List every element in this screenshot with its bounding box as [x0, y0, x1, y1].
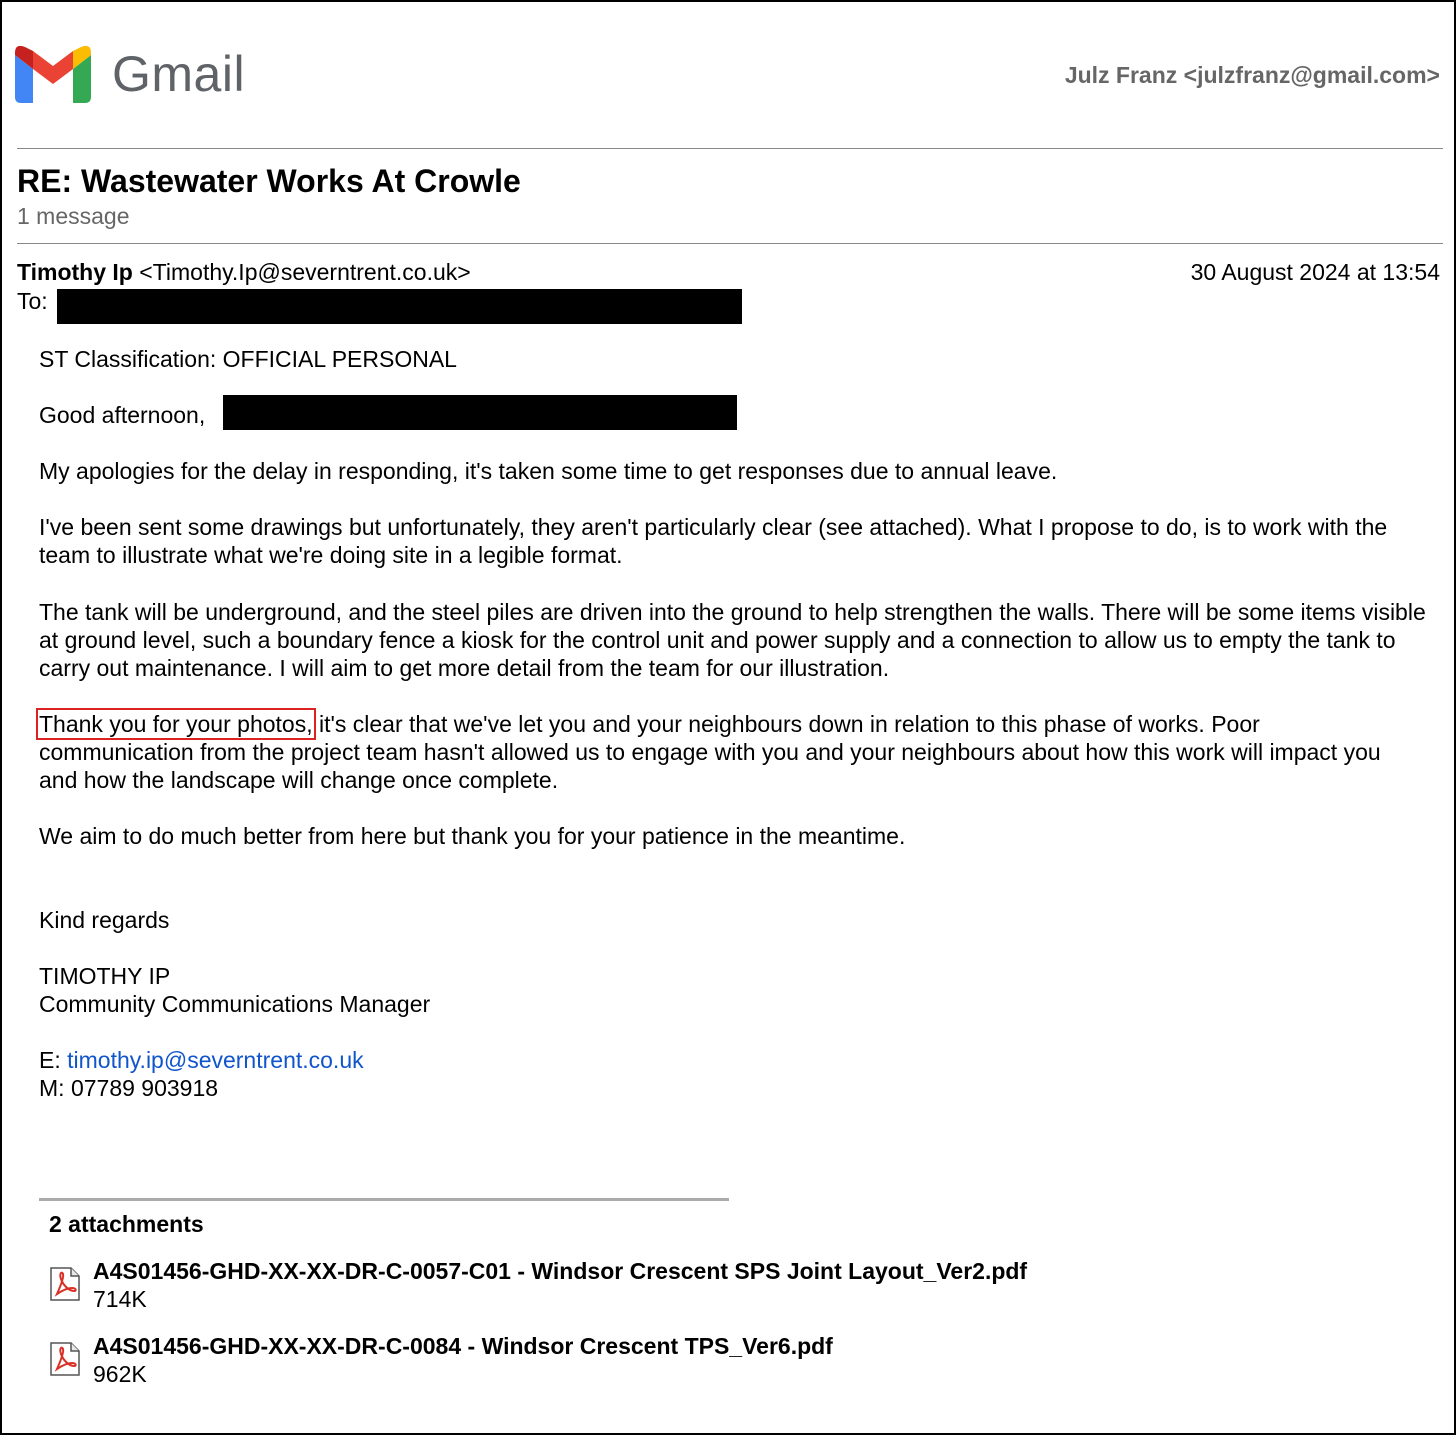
redacted-name [223, 395, 737, 430]
header-divider [17, 148, 1443, 149]
sender-name: Timothy Ip [17, 259, 133, 285]
message-count: 1 message [17, 203, 130, 229]
sender-email: <Timothy.Ip@severntrent.co.uk> [139, 259, 471, 285]
redacted-recipient [57, 289, 742, 324]
attachments-title: 2 attachments [49, 1211, 204, 1237]
email-link[interactable]: timothy.ip@severntrent.co.uk [67, 1047, 364, 1073]
message-date: 30 August 2024 at 13:54 [1190, 259, 1440, 285]
signature-mobile: M: 07789 903918 [39, 1075, 219, 1101]
paragraph-photos-rest: it's clear that we've let you and your neighbours down in relation to this phase of works. Poor communication from the project team hasn't allowed us to engage with you and your neighbours about how this work will impact you and how the landscape will change once complete. [39, 711, 1381, 793]
paragraph-patience: We aim to do much better from here but thank you for your patience in the meantime. [39, 823, 906, 849]
subject-divider [17, 243, 1443, 244]
signature-name: TIMOTHY IP [39, 963, 171, 989]
email-label: E: [39, 1047, 68, 1073]
paragraph-apology: My apologies for the delay in responding, it's taken some time to get responses due to annual leave. [39, 458, 1058, 484]
attachment-item[interactable] [49, 1332, 833, 1388]
to-label: To: [17, 288, 48, 314]
attachment-size: 962K [93, 1361, 147, 1387]
pdf-icon [49, 1267, 81, 1301]
signoff: Kind regards [39, 907, 170, 933]
attachment-item[interactable] [49, 1257, 1027, 1313]
classification-line: ST Classification: OFFICIAL PERSONAL [39, 346, 457, 372]
thread-subject: RE: Wastewater Works At Crowle [17, 163, 521, 199]
highlighted-phrase: Thank you for your photos, [39, 711, 313, 737]
pdf-icon [49, 1342, 81, 1376]
gmail-wordmark: Gmail [112, 46, 246, 102]
attachments-divider [39, 1198, 729, 1201]
greeting: Good afternoon, [39, 402, 206, 428]
account-label: Julz Franz <julzfranz@gmail.com> [1064, 62, 1440, 88]
signature-email [39, 1046, 364, 1074]
sender [17, 259, 471, 286]
paragraph-drawings: I've been sent some drawings but unfortunately, they aren't particularly clear (see attached). What I propose to do, is to work with the team to illustrate what we're doing site in a legible format. [39, 514, 1388, 568]
signature-title: Community Communications Manager [39, 991, 431, 1017]
paragraph-tank: The tank will be underground, and the steel piles are driven into the ground to help strengthen the walls. There will be some items visible at ground level, such a boundary fence a kiosk for the control unit and power supply and a connection to allow us to empty the tank to carry out maintenance. I will aim to get more detail from the team for our illustration. [39, 599, 1426, 681]
attachment-info [93, 1257, 1027, 1313]
attachment-info [93, 1332, 833, 1388]
gmail-logo [15, 44, 245, 104]
attachment-name[interactable]: A4S01456-GHD-XX-XX-DR-C-0057-C01 - Windsor Crescent SPS Joint Layout_Ver2.pdf [93, 1258, 1028, 1284]
attachment-name[interactable]: A4S01456-GHD-XX-XX-DR-C-0084 - Windsor Crescent TPS_Ver6.pdf [93, 1333, 833, 1359]
paragraph-photos [39, 710, 1419, 794]
attachment-size: 714K [93, 1286, 147, 1312]
gmail-m-icon [15, 45, 91, 103]
